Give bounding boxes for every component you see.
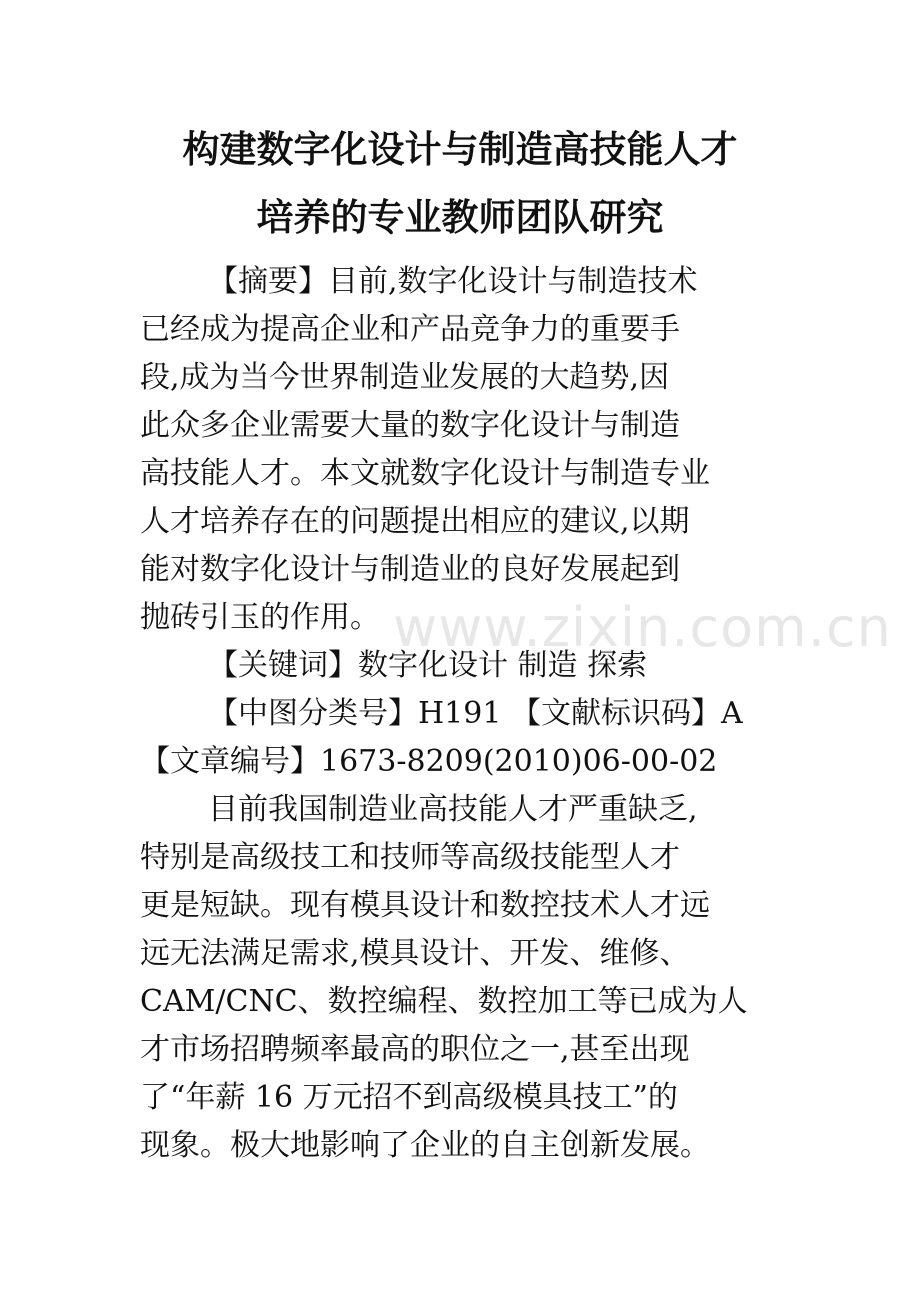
abstract-line: 此众多企业需要大量的数字化设计与制造: [140, 408, 680, 443]
body-line: 了“年薪 16 万元招不到高级模具技工”的: [140, 1080, 678, 1115]
title-line-2: 培养的专业教师团队研究: [256, 196, 664, 239]
article-number-line: 【文章编号】1673-8209(2010)06-00-02: [140, 744, 718, 779]
keywords-line: 【关键词】数字化设计 制造 探索: [208, 648, 648, 683]
abstract-line: 【摘要】目前,数字化设计与制造技术: [208, 264, 698, 299]
title-line-1: 构建数字化设计与制造高技能人才: [182, 128, 738, 171]
abstract-line: 能对数字化设计与制造业的良好发展起到: [140, 552, 680, 587]
abstract-line: 抛砖引玉的作用。: [140, 600, 380, 635]
body-line: 特别是高级技工和技师等高级技能型人才: [140, 840, 680, 875]
body-line: 现象。极大地影响了企业的自主创新发展。: [140, 1128, 710, 1163]
body-line: 更是短缺。现有模具设计和数控技术人才远: [140, 888, 710, 923]
classification-line: 【中图分类号】H191 【文献标识码】A: [208, 696, 743, 731]
abstract-line: 段,成为当今世界制造业发展的大趋势,因: [140, 360, 670, 395]
body-line: 才市场招聘频率最高的职位之一,甚至出现: [140, 1032, 690, 1067]
body-line: 目前我国制造业高技能人才严重缺乏,: [208, 792, 698, 827]
abstract-line: 已经成为提高企业和产品竞争力的重要手: [140, 312, 680, 347]
body-line: CAM/CNC、数控编程、数控加工等已成为人: [140, 984, 748, 1019]
watermark: www.zixin.com.cn: [393, 596, 892, 659]
abstract-line: 高技能人才。本文就数字化设计与制造专业: [140, 456, 710, 491]
body-line: 远无法满足需求,模具设计、开发、维修、: [140, 936, 690, 971]
abstract-line: 人才培养存在的问题提出相应的建议,以期: [140, 504, 690, 539]
